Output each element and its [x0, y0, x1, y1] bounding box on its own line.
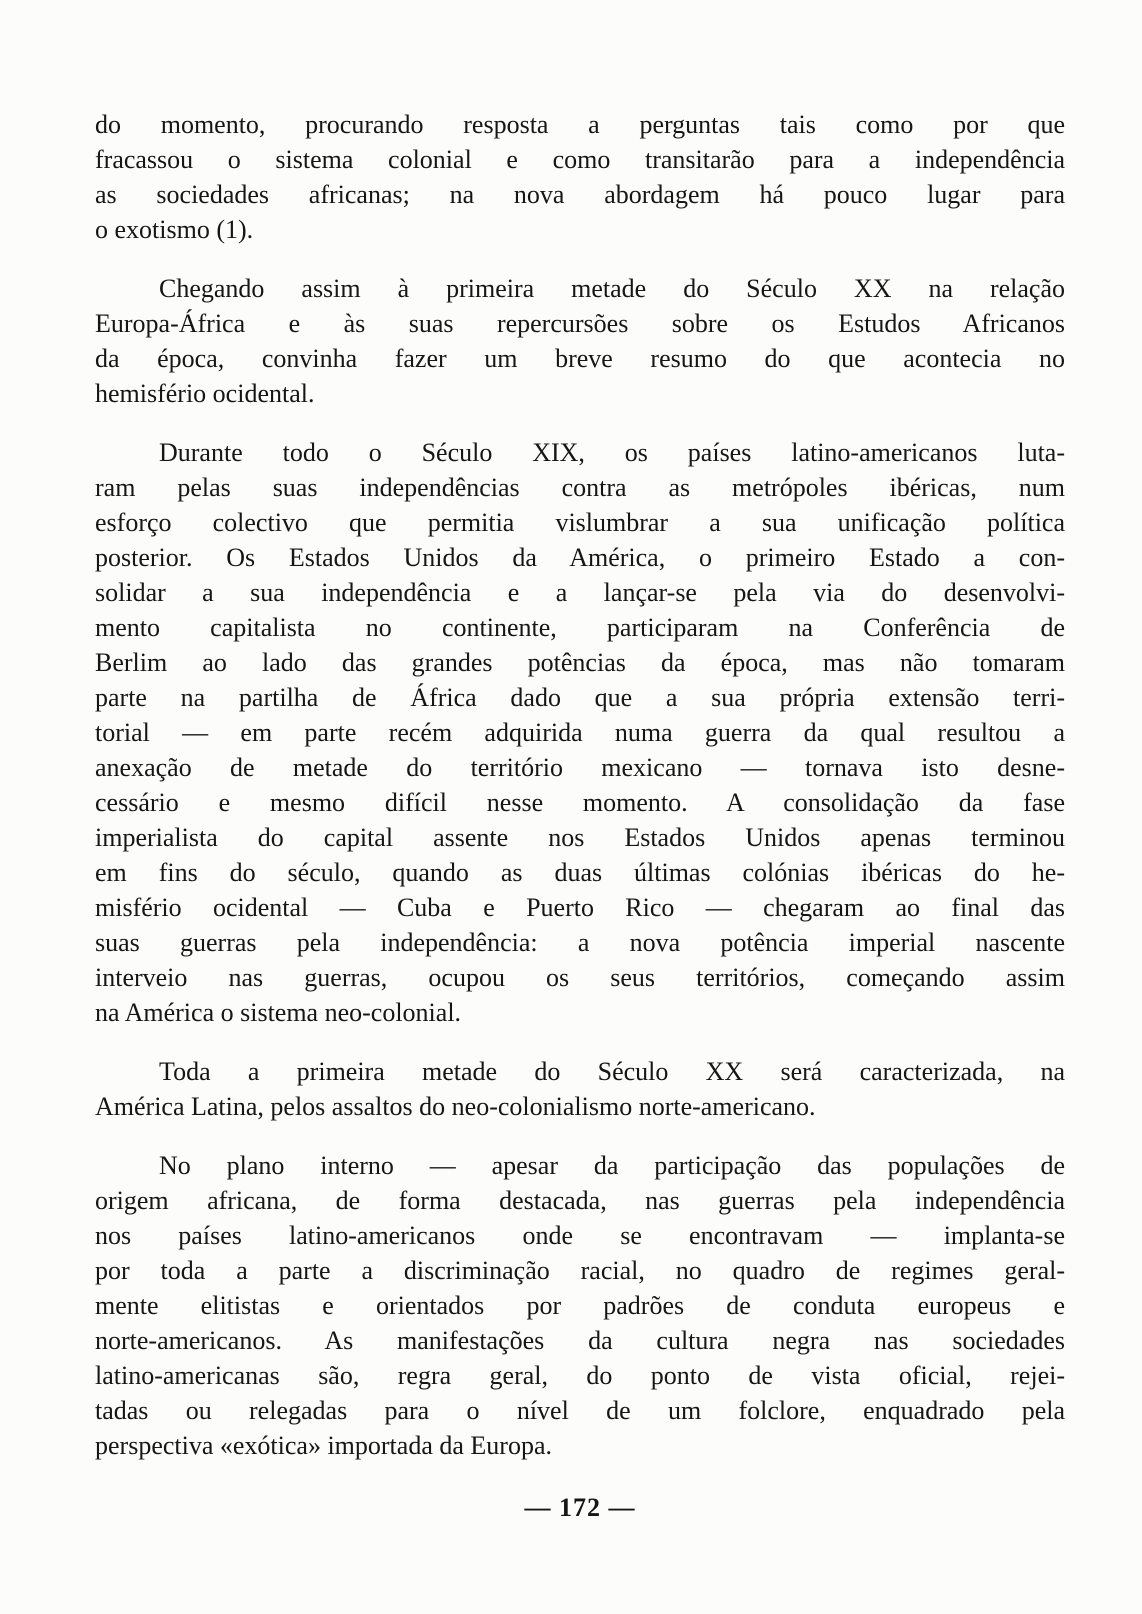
- text-line: nos países latino-americanos onde se encontravam — implanta-se: [95, 1221, 1065, 1250]
- text-line: América Latina, pelos assaltos do neo-colonialismo norte-americano.: [95, 1092, 816, 1121]
- text-line: Durante todo o Século XIX, os países latino-americanos luta-: [159, 438, 1065, 467]
- text-line: esforço colectivo que permitia vislumbrar a sua unificação política: [95, 508, 1065, 537]
- paragraph-2: [95, 271, 1065, 411]
- text-line: Berlim ao lado das grandes potências da época, mas não tomaram: [95, 648, 1065, 677]
- text-line: mento capitalista no continente, participaram na Conferência de: [95, 613, 1065, 642]
- text-line: Toda a primeira metade do Século XX será caracterizada, na: [159, 1057, 1065, 1086]
- text-line: o exotismo (1).: [95, 215, 254, 244]
- text-line: torial — em parte recém adquirida numa guerra da qual resultou a: [95, 718, 1065, 747]
- text-line: interveio nas guerras, ocupou os seus territórios, começando assim: [95, 963, 1065, 992]
- text-line: ram pelas suas independências contra as metrópoles ibéricas, num: [95, 473, 1065, 502]
- text-line: tadas ou relegadas para o nível de um folclore, enquadrado pela: [95, 1396, 1065, 1425]
- text-line: origem africana, de forma destacada, nas guerras pela independência: [95, 1186, 1065, 1215]
- paragraph-1: [95, 107, 1065, 247]
- text-line: latino-americanas são, regra geral, do ponto de vista oficial, rejei-: [95, 1361, 1065, 1390]
- text-line: da época, convinha fazer um breve resumo do que acontecia no: [95, 344, 1065, 373]
- text-line: parte na partilha de África dado que a sua própria extensão terri-: [95, 683, 1065, 712]
- paragraph-4: [95, 1054, 1065, 1124]
- text-line: cessário e mesmo difícil nesse momento. A consolidação da fase: [95, 788, 1065, 817]
- text-line: em fins do século, quando as duas últimas colónias ibéricas do he-: [95, 858, 1065, 887]
- text-line: anexação de metade do território mexicano — tornava isto desne-: [95, 753, 1065, 782]
- page-number: — 172 —: [524, 1493, 636, 1522]
- text-line: perspectiva «exótica» importada da Europa.: [95, 1431, 552, 1460]
- text-line: misfério ocidental — Cuba e Puerto Rico — chegaram ao final das: [95, 893, 1065, 922]
- text-line: Europa-África e às suas repercursões sobre os Estudos Africanos: [95, 309, 1065, 338]
- text-line: suas guerras pela independência: a nova potência imperial nascente: [95, 928, 1065, 957]
- text-line: posterior. Os Estados Unidos da América, o primeiro Estado a con-: [95, 543, 1065, 572]
- text-line: mente elitistas e orientados por padrões de conduta europeus e: [95, 1291, 1065, 1320]
- text-block: [95, 107, 1065, 1463]
- text-line: Chegando assim à primeira metade do Século XX na relação: [159, 274, 1065, 303]
- paragraph-5: [95, 1148, 1065, 1463]
- text-line: as sociedades africanas; na nova abordagem há pouco lugar para: [95, 180, 1065, 209]
- text-line: hemisfério ocidental.: [95, 379, 315, 408]
- page-footer: [95, 1490, 1065, 1525]
- text-line: do momento, procurando resposta a perguntas tais como por que: [95, 110, 1065, 139]
- text-line: No plano interno — apesar da participação das populações de: [159, 1151, 1065, 1180]
- text-line: norte-americanos. As manifestações da cultura negra nas sociedades: [95, 1326, 1065, 1355]
- text-line: imperialista do capital assente nos Estados Unidos apenas terminou: [95, 823, 1065, 852]
- text-line: solidar a sua independência e a lançar-se pela via do desenvolvi-: [95, 578, 1065, 607]
- text-line: na América o sistema neo-colonial.: [95, 998, 462, 1027]
- text-line: fracassou o sistema colonial e como transitarão para a independência: [95, 145, 1065, 174]
- paragraph-3: [95, 435, 1065, 1030]
- text-line: por toda a parte a discriminação racial, no quadro de regimes geral-: [95, 1256, 1065, 1285]
